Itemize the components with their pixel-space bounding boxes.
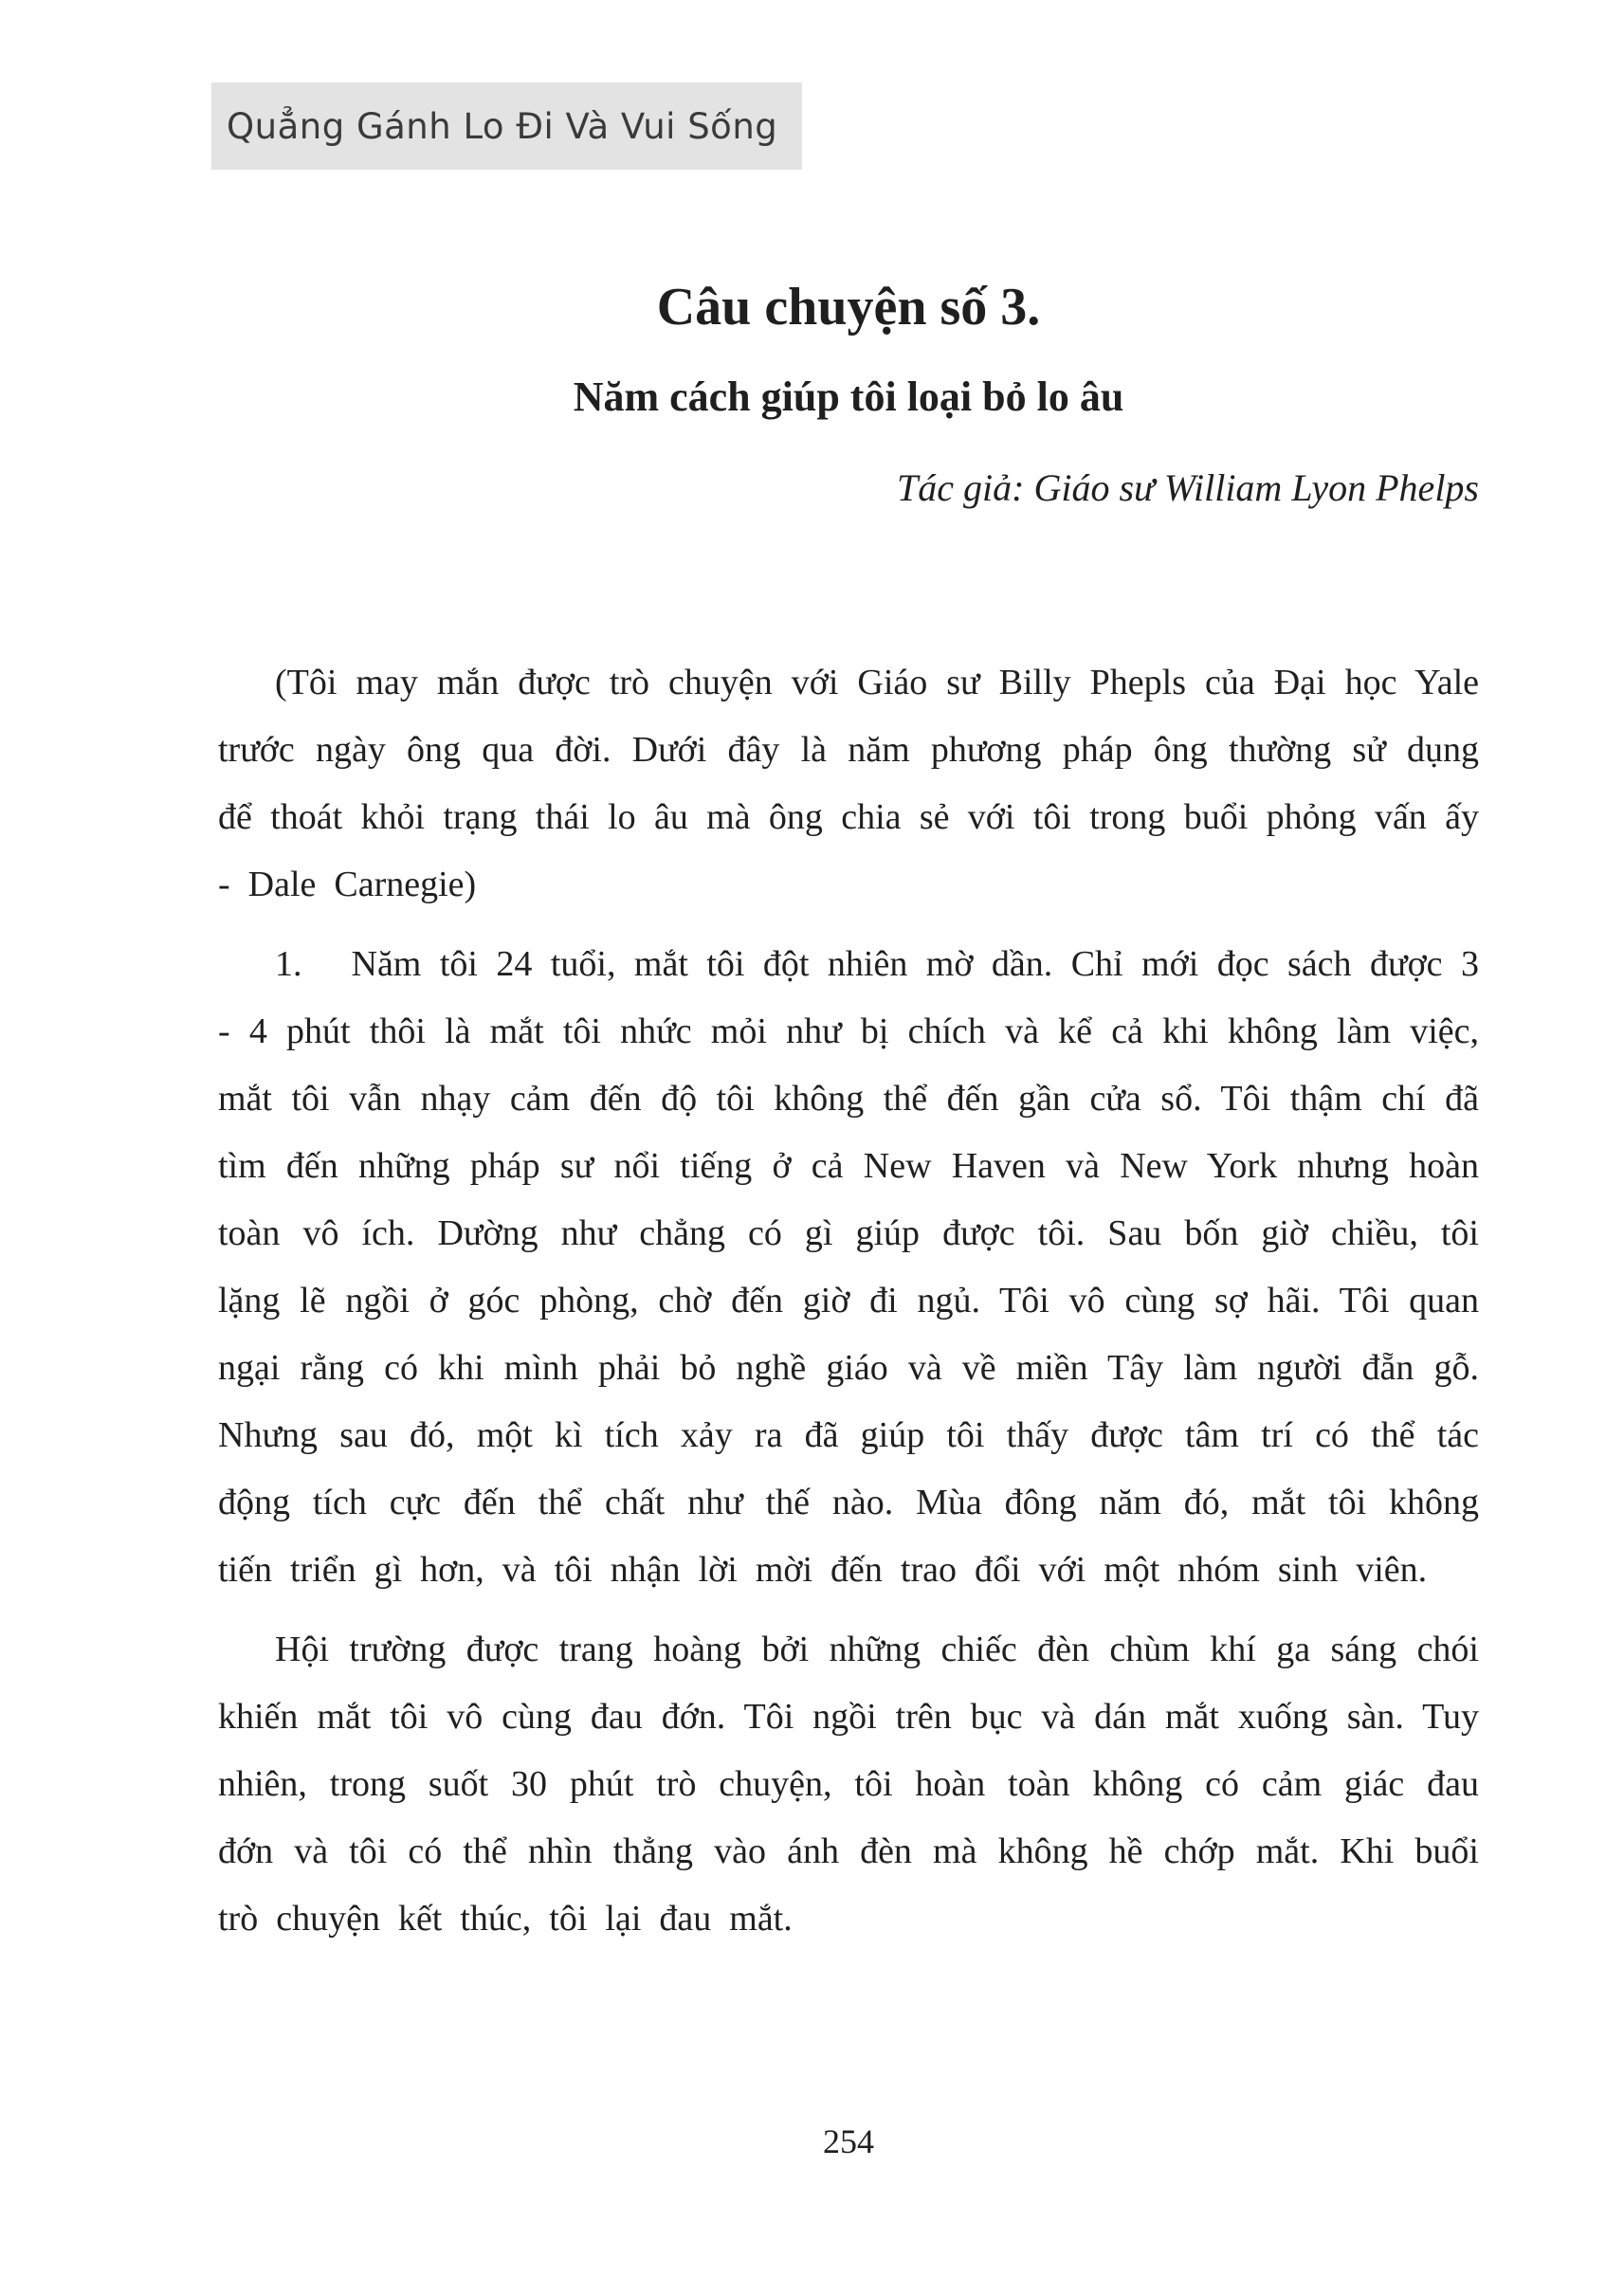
page-content xyxy=(218,170,1479,1965)
story-subtitle: Năm cách giúp tôi loại bỏ lo âu xyxy=(573,373,1124,421)
paragraph-intro-note: (Tôi may mắn được trò chuyện với Giáo sư Billy Phepls của Đại học Yale trước ngày ông qua đời. Dưới đây là năm phương pháp ông thường sử dụng để thoát khỏi trạng thái lo âu mà ông chia sẻ với tôi trong buổi phỏng vấn ấy - Dale Carnegie) xyxy=(218,662,1479,904)
list-number: 1. xyxy=(275,943,302,984)
book-title-header-label: Quẳng Gánh Lo Đi Và Vui Sống xyxy=(227,105,778,147)
paragraph-method-1 xyxy=(218,931,1479,1604)
story-title: Câu chuyện số 3. xyxy=(656,278,1041,337)
page-number: 254 xyxy=(823,2122,874,2160)
paragraph-lecture-hall: Hội trường được trang hoàng bởi những chiếc đèn chùm khí ga sáng chói khiến mắt tôi vô cùng đau đớn. Tôi ngồi trên bục và dán mắt xuống sàn. Tuy nhiên, trong suốt 30 phút trò chuyện, tôi hoàn toàn không có cảm giác đau đớn và tôi có thể nhìn thẳng vào ánh đèn mà không hề chớp mắt. Khi buổi trò chuyện kết thúc, tôi lại đau mắt. xyxy=(218,1629,1479,1939)
paragraph-method-1-text: Năm tôi 24 tuổi, mắt tôi đột nhiên mờ dần. Chỉ mới đọc sách được 3 - 4 phút thôi là mắt tôi nhức mỏi như bị chích và kể cả khi không làm việc, mắt tôi vẫn nhạy cảm đến độ tôi không thể đến gần cửa sổ. Tôi thậm chí đã tìm đến những pháp sư nổi tiếng ở cả New Haven và New York nhưng hoàn toàn vô ích. Dường như chẳng có gì giúp được tôi. Sau bốn giờ chiều, tôi lặng lẽ ngồi ở góc phòng, chờ đến giờ đi ngủ. Tôi vô cùng sợ hãi. Tôi quan ngại rằng có khi mình phải bỏ nghề giáo và về miền Tây làm người đẵn gỗ. Nhưng sau đó, một kì tích xảy ra đã giúp tôi thấy được tâm trí có thể tác động tích cực đến thể chất như thế nào. Mùa đông năm đó, mắt tôi không tiến triển gì hơn, và tôi nhận lời mời đến trao đổi với một nhóm sinh viên. xyxy=(218,943,1479,1590)
book-title-header xyxy=(211,82,802,170)
story-author: Tác giả: Giáo sư William Lyon Phelps xyxy=(897,465,1479,509)
story-body xyxy=(218,649,1479,1953)
